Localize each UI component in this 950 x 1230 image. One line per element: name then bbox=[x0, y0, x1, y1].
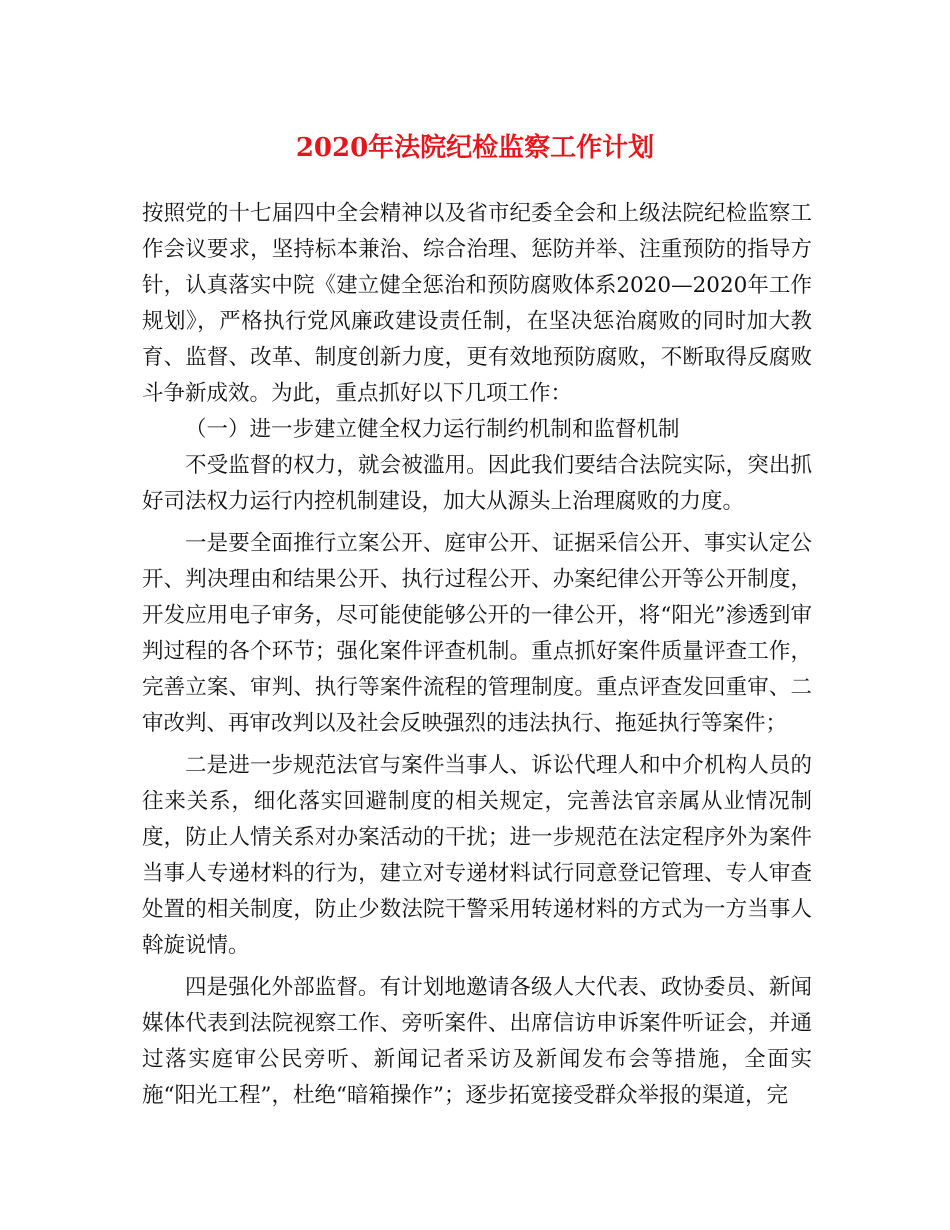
document-title: 2020年法院纪检监察工作计划 bbox=[295, 133, 655, 163]
section-heading: （一）进一步建立健全权力运行制约机制和监督机制 bbox=[185, 417, 680, 442]
body-paragraph: 一是要全面推行立案公开、庭审公开、证据采信公开、事实认定公开、判决理由和结果公开、执行过程公开、办案纪律公开等公开制度，开发应用电子审务，尽可能使能够公开的一律公开，将“阳光”渗透到审判过程的各个环节；强化案件评查机制。重点抓好案件质量评查工作，完善立案、审判、执行等案件流程的管理制度。重点评查发回重审、二审改判、再审改判以及社会反映强烈的违法执行、拖延执行等案件； bbox=[142, 531, 812, 736]
intro-paragraph: 按照党的十七届四中全会精神以及省市纪委全会和上级法院纪检监察工作会议要求，坚持标本兼治、综合治理、惩防并举、注重预防的指导方针，认真落实中院《建立健全惩治和预防腐败体系2020—2020年工作规划》，严格执行党风廉政建设责任制，在坚决惩治腐败的同时加大教育、监督、改革、制度创新力度，更有效地预防腐败，不断取得反腐败斗争新成效。为此，重点抓好以下几项工作： bbox=[142, 201, 812, 406]
body-paragraph: 二是进一步规范法官与案件当事人、诉讼代理人和中介机构人员的往来关系，细化落实回避制度的相关规定，完善法官亲属从业情况制度，防止人情关系对办案活动的干扰；进一步规范在法定程序外为案件当事人专递材料的行为，建立对专递材料试行同意登记管理、专人审查处置的相关制度，防止少数法院干警采用转递材料的方式为一方当事人斡旋说情。 bbox=[142, 753, 812, 958]
body-paragraph: 不受监督的权力，就会被滥用。因此我们要结合法院实际，突出抓好司法权力运行内控机制建设，加大从源头上治理腐败的力度。 bbox=[142, 453, 812, 514]
document-body bbox=[142, 196, 812, 1114]
body-paragraph: 四是强化外部监督。有计划地邀请各级人大代表、政协委员、新闻媒体代表到法院视察工作、旁听案件、出席信访申诉案件听证会，并通过落实庭审公民旁听、新闻记者采访及新闻发布会等措施，全面实施“阳光工程”，杜绝“暗箱操作”；逐步拓宽接受群众举报的渠道，完 bbox=[142, 975, 812, 1108]
